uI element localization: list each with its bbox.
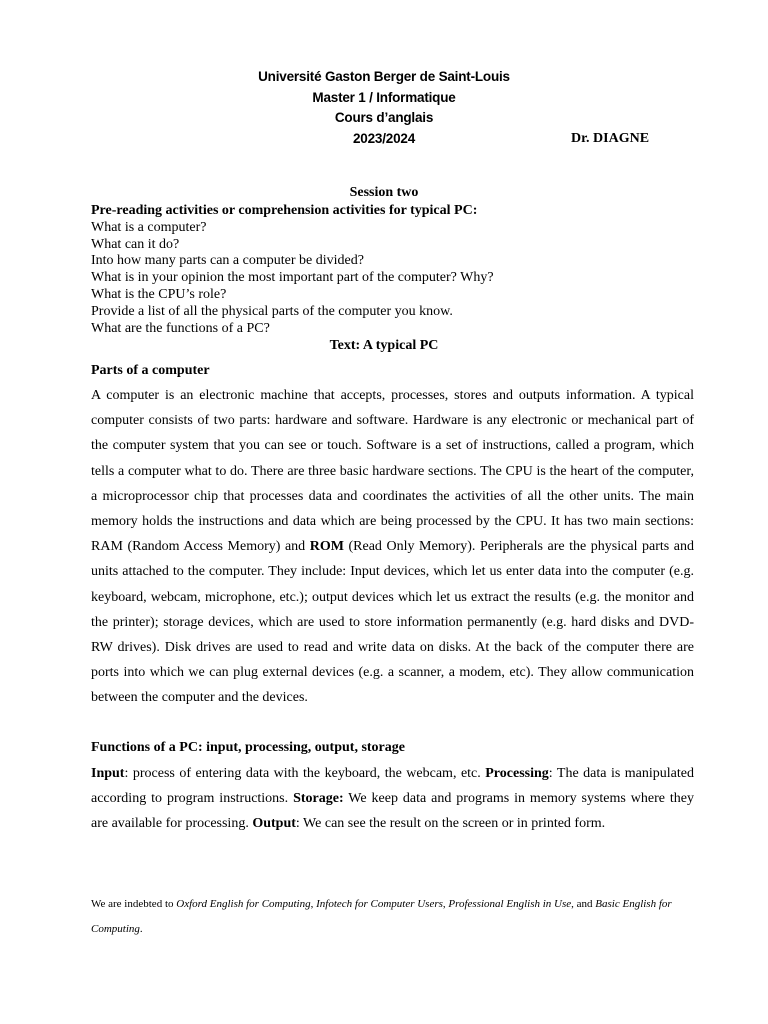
functions-paragraph bbox=[91, 761, 694, 837]
footnote-suffix: . bbox=[139, 923, 143, 935]
output-label: Output bbox=[252, 816, 296, 832]
question-item: What can it do? bbox=[91, 236, 180, 252]
instructor-name: Dr. DIAGNE bbox=[571, 131, 650, 146]
input-label: Input bbox=[91, 766, 125, 781]
parts-paragraph bbox=[91, 383, 694, 711]
footnote-sep: , bbox=[442, 898, 449, 910]
prereading-block bbox=[91, 203, 711, 337]
footnote-book-4: Basic English for Computing bbox=[91, 898, 672, 935]
processing-text: : The data is manipulated according to program instructions. bbox=[91, 766, 694, 807]
question-item: What are the functions of a PC? bbox=[91, 320, 270, 336]
parts-text-2: (Read Only Memory). Peripherals are the physical parts and units attached to the computer. They include: Input devices, which let us enter data into the computer (e.g. keyboard, webcam, microphone, etc.); output devices which let us extract the results (e.g. the monitor and the printer); storage devices, which are used to store information permanently (e.g. hard disks and DVD-RW drives). Disk drives are used to read and write data on disks. At the back of the computer there are ports into which we can plug external devices (e.g. a scanner, a modem, etc). They allow communication between the computer and the devices. bbox=[91, 539, 694, 706]
footnote-sep: , and bbox=[571, 898, 596, 910]
input-text: : process of entering data with the keyboard, the webcam, etc. bbox=[124, 766, 486, 781]
prereading-title: Pre-reading activities or comprehension activities for typical PC: bbox=[91, 203, 478, 218]
processing-label: Processing bbox=[485, 766, 549, 781]
footnote-prefix: We are indebted to bbox=[91, 898, 177, 910]
question-item: What is the CPU’s role? bbox=[91, 286, 227, 302]
footnote bbox=[91, 892, 694, 942]
course-name: Cours d’anglais bbox=[334, 110, 434, 125]
question-item: Into how many parts can a computer be divided? bbox=[91, 253, 364, 269]
footnote-book-1: Oxford English for Computing bbox=[176, 898, 311, 910]
footnote-book-2: Infotech for Computer Users bbox=[316, 898, 443, 910]
university-name: Université Gaston Berger de Saint-Louis bbox=[258, 69, 510, 84]
storage-text: We keep data and programs in memory systems where they are available for processing. bbox=[91, 791, 695, 832]
academic-year: 2023/2024 bbox=[352, 131, 415, 146]
question-item: What is a computer? bbox=[91, 219, 207, 235]
footnote-sep: , bbox=[310, 898, 317, 910]
storage-label: Storage: bbox=[293, 791, 344, 807]
parts-text-1: A computer is an electronic machine that accepts, processes, stores and outputs information. A typical computer consists of two parts: hardware and software. Hardware is any electronic or mechanical part of the computer system that you can see or touch. Software is a set of instructions, called a program, which tells a computer what to do. There are three basic hardware sections. The CPU is the heart of the computer, a microprocessor chip that processes data and coordinates the activities of all the other units. The main memory holds the instructions and data which are being processed by the CPU. It has two main sections: RAM (Random Access Memory) and bbox=[91, 388, 694, 555]
text-title: Text: A typical PC bbox=[329, 338, 439, 353]
footnote-book-3: Professional English in Use bbox=[448, 898, 572, 910]
parts-heading: Parts of a computer bbox=[91, 363, 210, 378]
rom-term: ROM bbox=[309, 539, 344, 555]
program-name: Master 1 / Informatique bbox=[312, 90, 456, 105]
functions-heading: Functions of a PC: input, processing, output, storage bbox=[91, 740, 405, 755]
question-item: What is in your opinion the most important part of the computer? Why? bbox=[91, 270, 494, 286]
session-title: Session two bbox=[349, 185, 419, 200]
output-text: : We can see the result on the screen or in printed form. bbox=[295, 816, 606, 832]
question-item: Provide a list of all the physical parts of the computer you know. bbox=[91, 303, 453, 319]
